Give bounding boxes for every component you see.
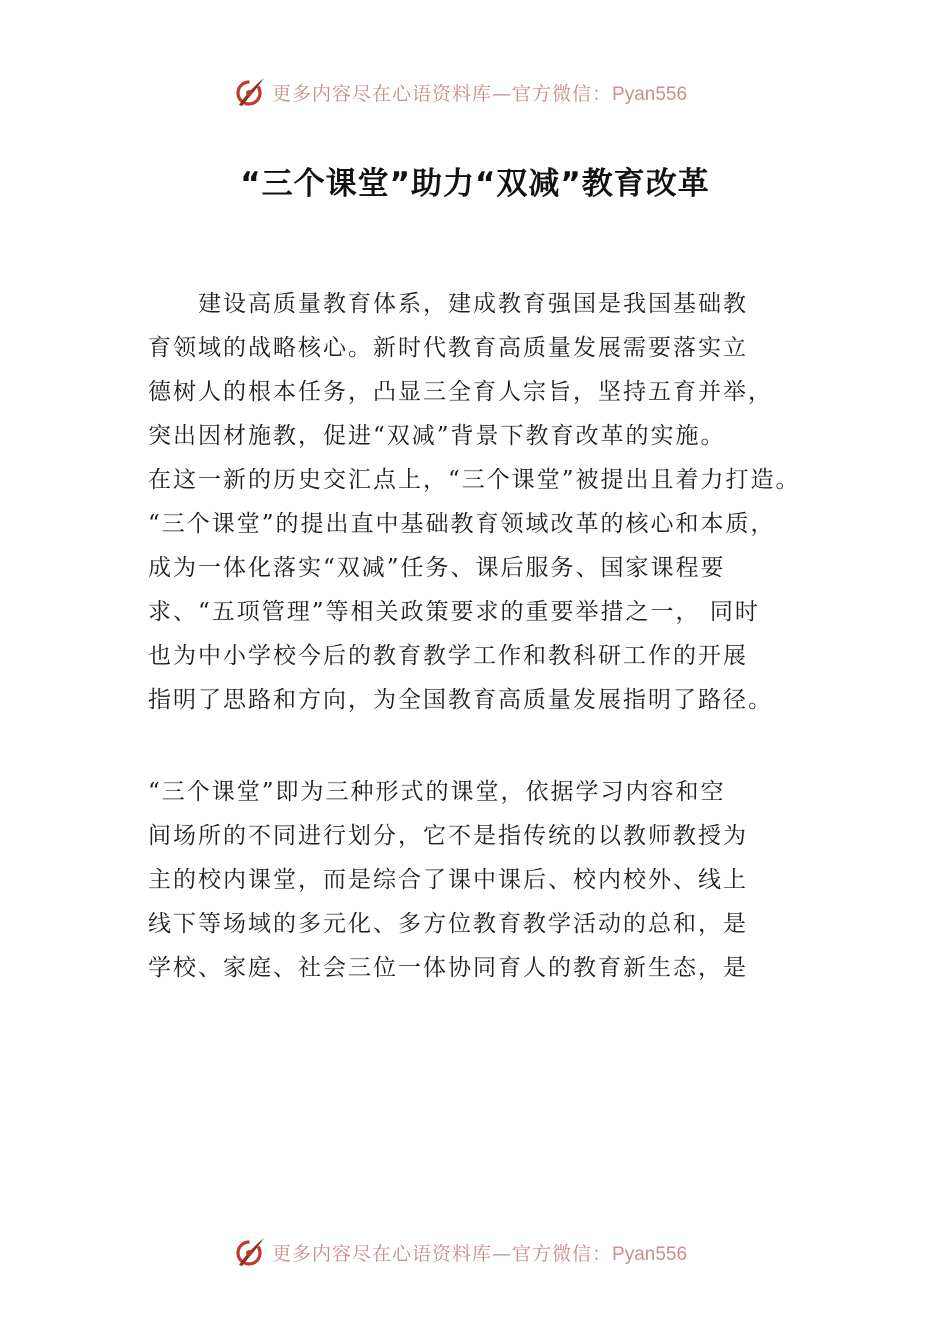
watermark-text: 更多内容尽在心语资料库—官方微信：Pyan556 xyxy=(272,1242,688,1265)
footer-watermark xyxy=(232,1232,687,1272)
text-line: 学校、家庭、社会三位一体协同育人的教育新生态，是 xyxy=(148,955,748,981)
text-line: 建设高质量教育体系，建成教育强国是我国基础教 xyxy=(148,291,748,317)
text-line: 求、“五项管理”等相关政策要求的重要举措之一， 同时 xyxy=(148,599,760,625)
text-line: 育领域的战略核心。新时代教育高质量发展需要落实立 xyxy=(148,335,748,361)
text-line: 主的校内课堂，而是综合了课中课后、校内校外、线上 xyxy=(148,867,748,893)
watermark-wechat-id: Pyan556 xyxy=(612,1243,688,1265)
text-line: 指明了思路和方向，为全国教育高质量发展指明了路径。 xyxy=(148,687,773,713)
header-watermark xyxy=(232,72,687,112)
text-line: 间场所的不同进行划分，它不是指传统的以教师教授为 xyxy=(148,823,748,849)
text-line: 成为一体化落实“双减”任务、课后服务、国家课程要 xyxy=(148,555,726,581)
watermark-logo-icon xyxy=(232,1234,268,1270)
watermark-logo-icon xyxy=(232,74,268,110)
text-line: “三个课堂”的提出直中基础教育领域改革的核心和本质， xyxy=(148,511,776,537)
text-line: 线下等场域的多元化、多方位教育教学活动的总和，是 xyxy=(148,911,748,937)
text-line: 德树人的根本任务，凸显三全育人宗旨，坚持五育并举， xyxy=(148,379,773,405)
text-line: 在这一新的历史交汇点上，“三个课堂”被提出且着力打造。 xyxy=(148,467,801,493)
watermark-text: 更多内容尽在心语资料库—官方微信：Pyan556 xyxy=(272,82,688,105)
text-line: “三个课堂”即为三种形式的课堂，依据学习内容和空 xyxy=(148,779,726,805)
text-line: 也为中小学校今后的教育教学工作和教科研工作的开展 xyxy=(148,643,748,669)
paragraph-2 xyxy=(148,770,848,990)
paragraph-1 xyxy=(148,282,848,722)
text-line: 突出因材施教，促进“双减”背景下教育改革的实施。 xyxy=(148,423,726,449)
document-title: “三个课堂”助力“双减”教育改革 xyxy=(240,166,710,202)
watermark-wechat-id: Pyan556 xyxy=(612,83,688,105)
